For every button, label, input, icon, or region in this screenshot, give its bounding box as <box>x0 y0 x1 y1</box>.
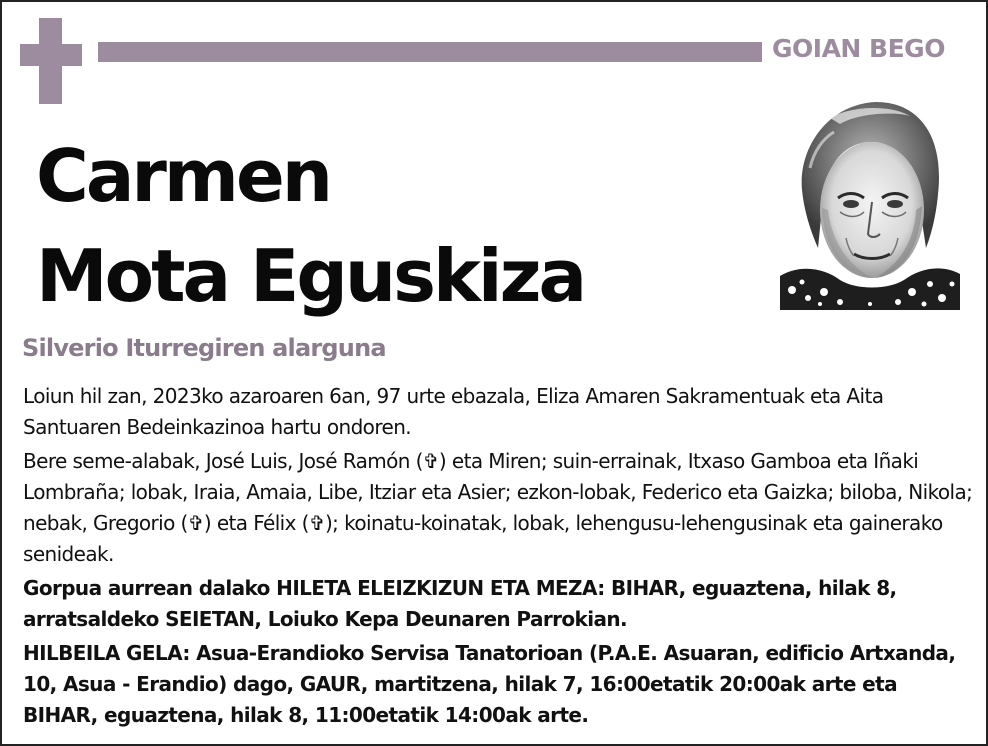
deceased-first-name: Carmen <box>36 134 331 218</box>
wake-info: HILBEILA GELA: Asua-Erandioko Servisa Tanatorioan (P.A.E. Asuaran, edificio Artxanda, 10, Asua - Erandio) dago, GAUR, martitzena, hilak 7, 16:00etatik 20:00ak arte eta BIHAR, eguaztena, hilak 8, 11:00etatik 14:00ak arte. <box>23 641 956 727</box>
family-list: Bere seme-alabak, José Luis, José Ramón (✞) eta Miren; suin-errainak, Itxaso Gamboa eta Iñaki Lombraña; lobak, Iraia, Amaia, Libe, Itziar eta Asier; ezkon-lobak, Federico eta Gaizka; biloba, Nikola; nebak, Gregorio (✞) eta Félix (✞); koinatu-koinatak, lobak, lehengusu-lehengusinak eta gainerako senideak. <box>23 449 973 566</box>
death-announcement: Loiun hil zan, 2023ko azaroaren 6an, 97 urte ebazala, Eliza Amaren Sakramentuak eta Aita Santuaren Bedeinkazinoa hartu ondoren. <box>23 384 884 439</box>
portrait-photo <box>780 98 960 310</box>
deceased-last-name: Mota Eguskiza <box>36 234 585 318</box>
funeral-info: Gorpua aurrean dalako HILETA ELEIZKIZUN ETA MEZA: BIHAR, eguaztena, hilak 8, arratsaldeko SEIETAN, Loiuko Kepa Deunaren Parrokian. <box>23 576 897 631</box>
header-rule <box>98 42 762 62</box>
cross-icon <box>20 18 82 104</box>
deceased-relation: Silverio Iturregiren alarguna <box>22 334 386 362</box>
section-label: GOIAN BEGO <box>772 34 945 63</box>
